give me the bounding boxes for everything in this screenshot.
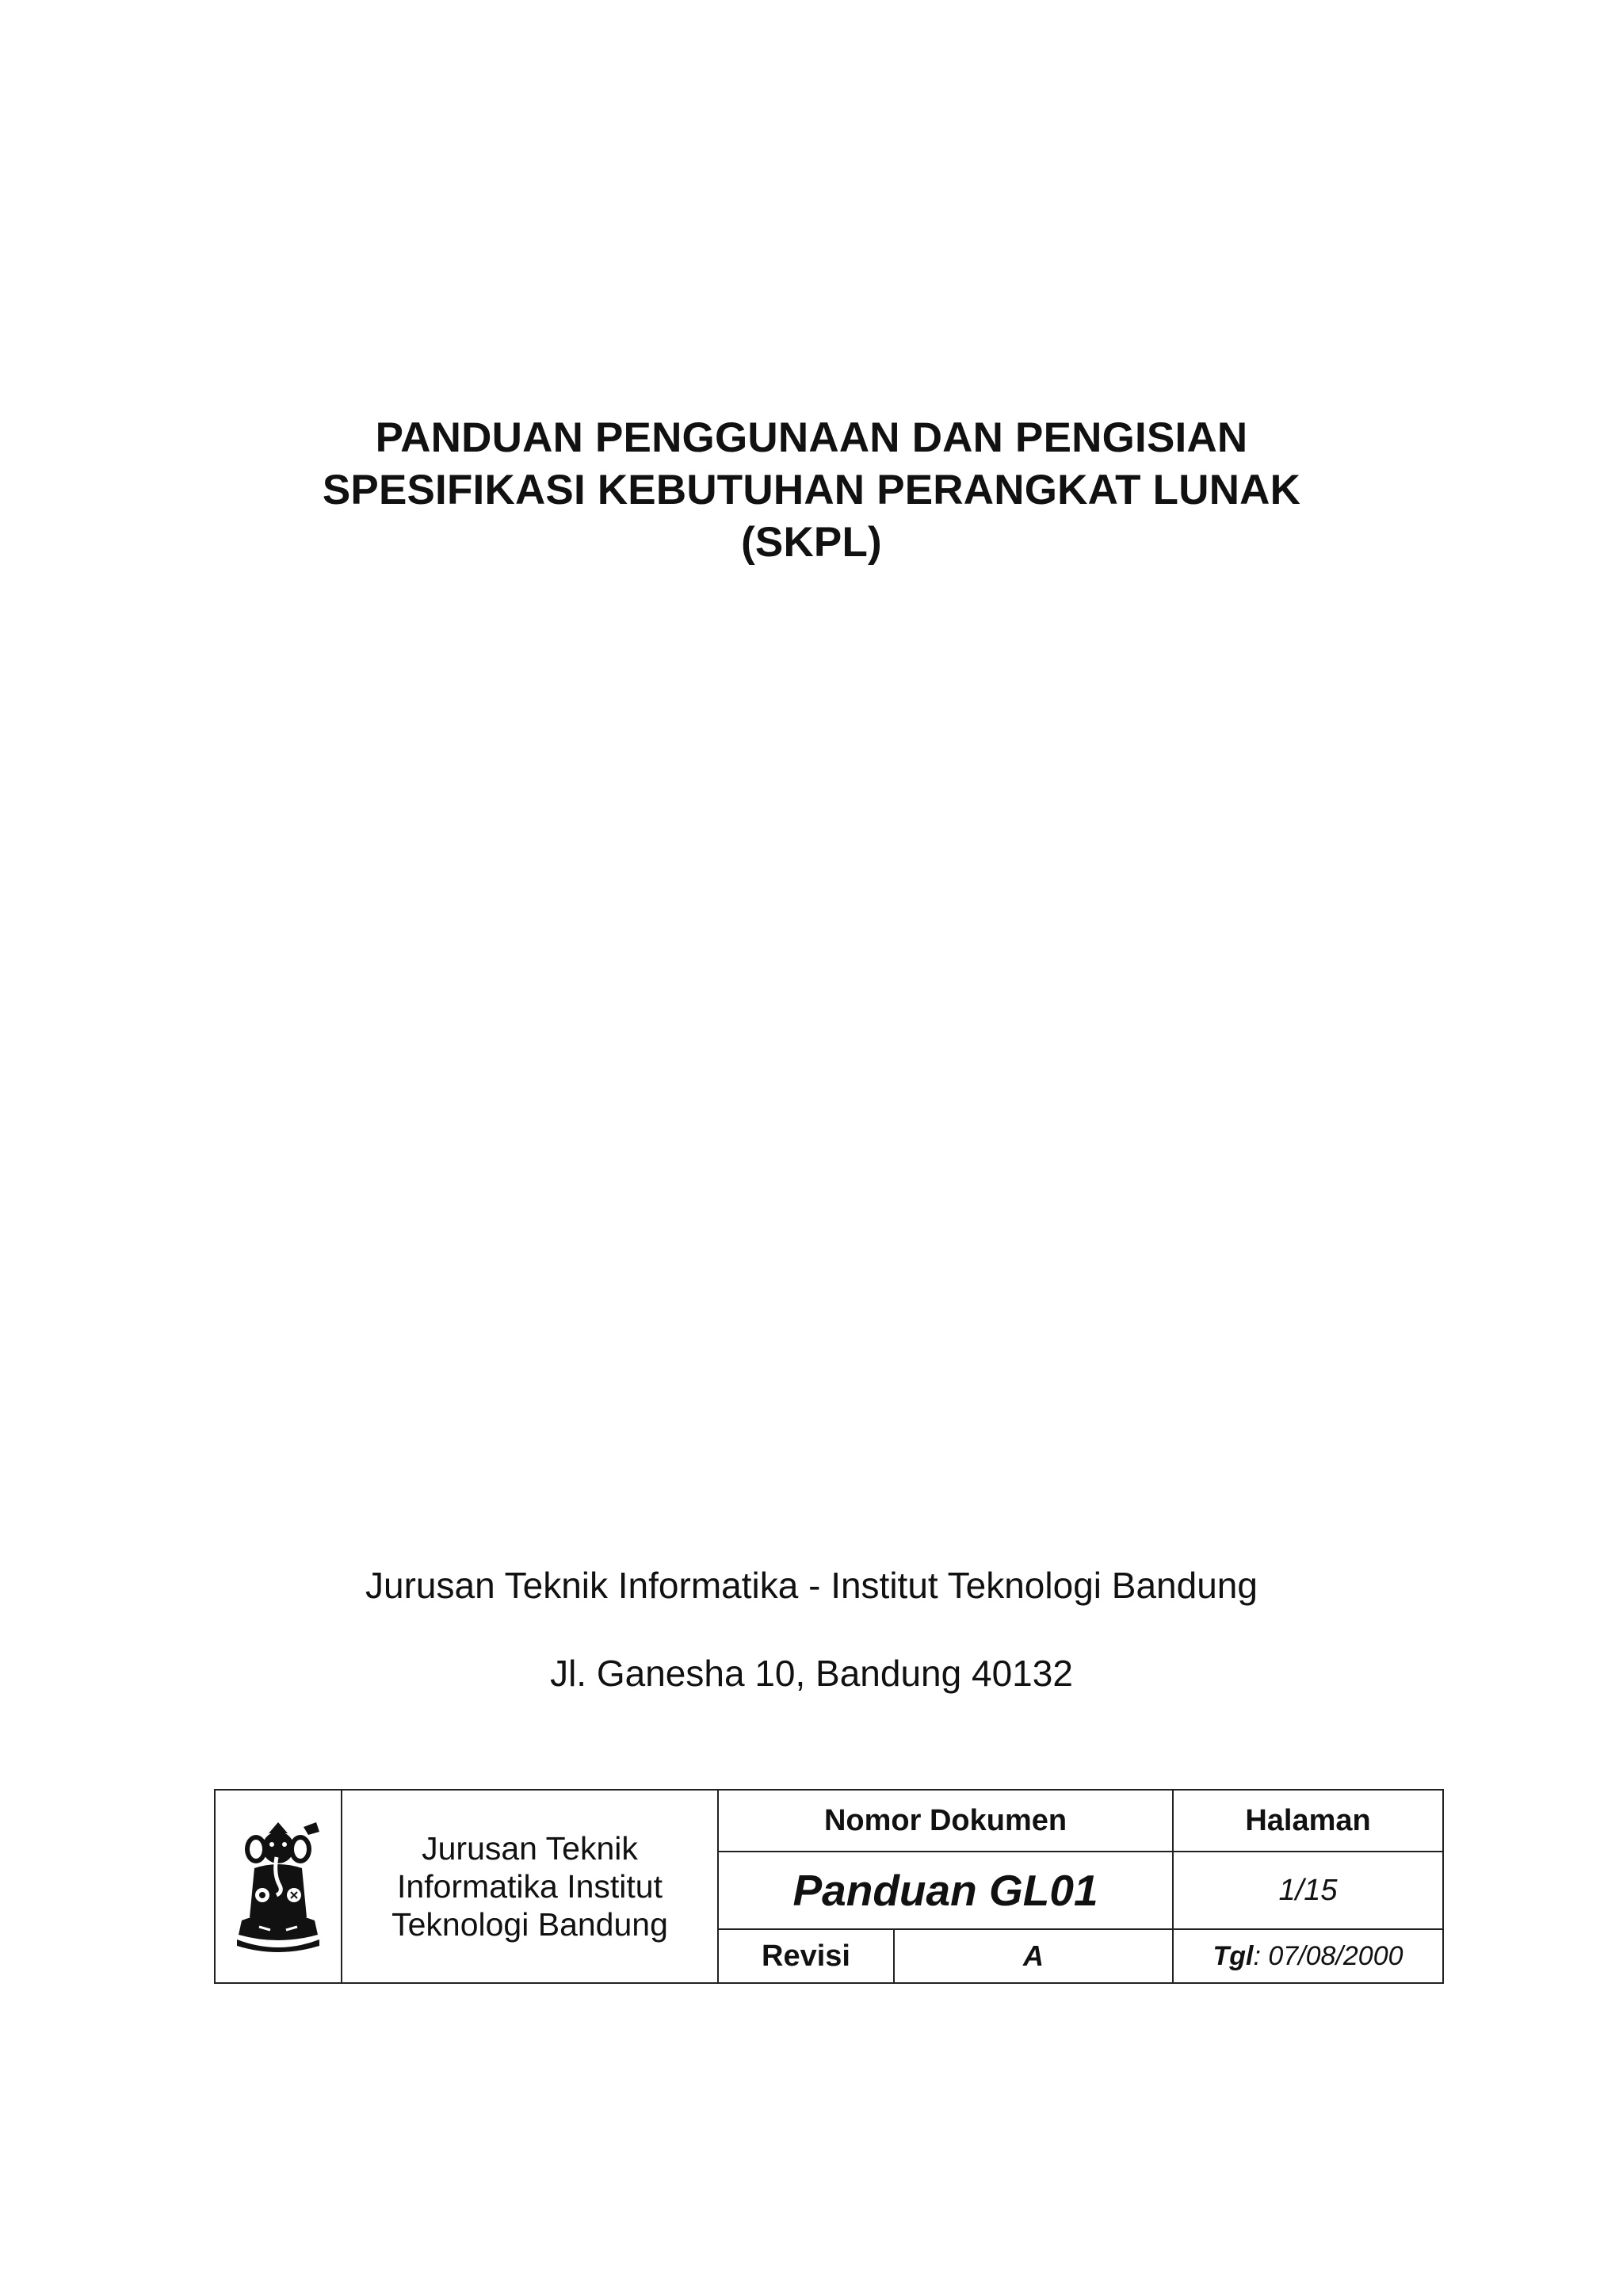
institution-line-2: Informatika Institut bbox=[397, 1868, 663, 1905]
date-cell bbox=[1173, 1929, 1443, 1983]
page-value: 1/15 bbox=[1173, 1852, 1443, 1929]
document-info-table bbox=[214, 1789, 1444, 1984]
title-line-3: (SKPL) bbox=[741, 519, 882, 566]
revision-value: A bbox=[894, 1929, 1173, 1983]
institution-cell bbox=[342, 1790, 718, 1983]
date-value: : 07/08/2000 bbox=[1253, 1940, 1403, 1971]
date-label: Tgl bbox=[1212, 1940, 1254, 1971]
institution-name: Jurusan Teknik Informatika - Institut Teknologi Bandung bbox=[365, 1565, 1258, 1606]
institution-line-3: Teknologi Bandung bbox=[391, 1906, 668, 1943]
institution-line-1: Jurusan Teknik bbox=[422, 1830, 638, 1867]
page-label: Halaman bbox=[1173, 1790, 1443, 1852]
doc-number-label: Nomor Dokumen bbox=[718, 1790, 1173, 1852]
itb-ganesha-logo-icon bbox=[231, 1819, 326, 1954]
revision-label: Revisi bbox=[718, 1929, 894, 1983]
title-line-2: SPESIFIKASI KEBUTUHAN PERANGKAT LUNAK bbox=[322, 467, 1301, 513]
title-line-1: PANDUAN PENGGUNAAN DAN PENGISIAN bbox=[375, 414, 1248, 461]
doc-number-value: Panduan GL01 bbox=[718, 1852, 1173, 1929]
document-title bbox=[0, 412, 1623, 569]
logo-cell bbox=[215, 1790, 342, 1983]
street-address: Jl. Ganesha 10, Bandung 40132 bbox=[550, 1653, 1073, 1694]
